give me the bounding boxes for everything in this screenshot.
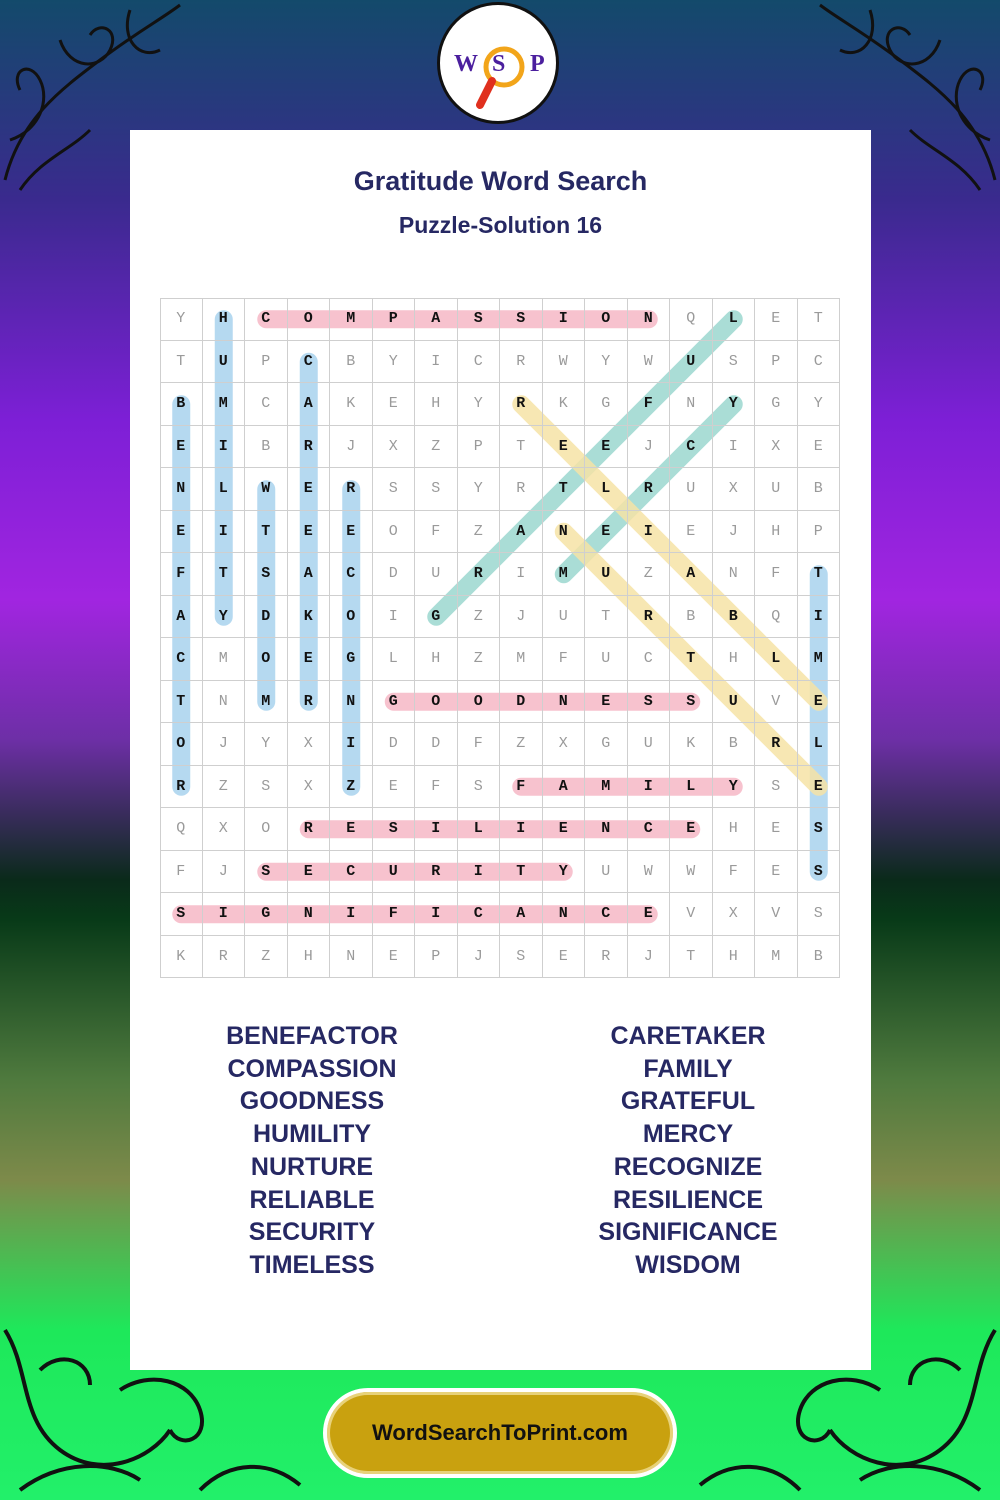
grid-cell[interactable]: C: [585, 893, 628, 936]
grid-cell[interactable]: Z: [245, 936, 288, 979]
grid-cell[interactable]: D: [373, 723, 416, 766]
grid-cell[interactable]: J: [628, 936, 671, 979]
grid-cell[interactable]: S: [245, 766, 288, 809]
word-list-item: HUMILITY: [252, 1120, 372, 1149]
grid-cell[interactable]: J: [203, 723, 246, 766]
grid-cell[interactable]: E: [288, 638, 331, 681]
grid-cell[interactable]: L: [203, 468, 246, 511]
grid-cell[interactable]: E: [798, 681, 841, 724]
grid-cell[interactable]: C: [628, 638, 671, 681]
grid-cell[interactable]: M: [585, 766, 628, 809]
grid-cell[interactable]: F: [755, 553, 798, 596]
grid-cell[interactable]: F: [415, 766, 458, 809]
grid-cell[interactable]: M: [203, 383, 246, 426]
grid-cell[interactable]: W: [543, 341, 586, 384]
grid-cell[interactable]: G: [373, 681, 416, 724]
grid-cell[interactable]: C: [458, 893, 501, 936]
grid-cell[interactable]: E: [160, 511, 203, 554]
grid-cell[interactable]: P: [458, 426, 501, 469]
grid-cell[interactable]: F: [628, 383, 671, 426]
word-search-grid: [160, 298, 840, 978]
grid-cell[interactable]: S: [160, 893, 203, 936]
grid-cell[interactable]: U: [585, 851, 628, 894]
grid-cell[interactable]: B: [245, 426, 288, 469]
grid-cell[interactable]: Y: [585, 341, 628, 384]
grid-cell[interactable]: S: [373, 468, 416, 511]
grid-cell[interactable]: I: [203, 893, 246, 936]
grid-cell[interactable]: X: [755, 426, 798, 469]
grid-cell[interactable]: R: [288, 808, 331, 851]
grid-cell[interactable]: A: [500, 893, 543, 936]
grid-cell[interactable]: I: [373, 596, 416, 639]
grid-cell[interactable]: R: [458, 553, 501, 596]
site-link-button[interactable]: [323, 1388, 677, 1478]
grid-cell[interactable]: X: [288, 766, 331, 809]
grid-cell[interactable]: S: [713, 341, 756, 384]
grid-cell[interactable]: N: [203, 681, 246, 724]
grid-cell[interactable]: D: [245, 596, 288, 639]
word-list-item: RELIABLE: [249, 1185, 375, 1214]
grid-cell[interactable]: S: [628, 681, 671, 724]
word-list-item: MERCY: [642, 1120, 734, 1149]
grid-cell[interactable]: J: [713, 511, 756, 554]
grid-cell[interactable]: A: [160, 596, 203, 639]
grid-cell[interactable]: N: [543, 681, 586, 724]
grid-cell[interactable]: E: [373, 766, 416, 809]
grid-cell[interactable]: L: [458, 808, 501, 851]
grid-cell[interactable]: S: [245, 851, 288, 894]
grid-cell[interactable]: C: [330, 851, 373, 894]
grid-cell[interactable]: S: [500, 936, 543, 979]
word-list-left: [162, 1020, 462, 1282]
grid-cell[interactable]: E: [330, 808, 373, 851]
grid-cell[interactable]: I: [500, 553, 543, 596]
grid-cell[interactable]: X: [288, 723, 331, 766]
grid-cell[interactable]: T: [798, 553, 841, 596]
word-list-item: CARETAKER: [610, 1022, 766, 1050]
word-list-item: SECURITY: [248, 1218, 376, 1247]
grid-cell[interactable]: E: [373, 936, 416, 979]
grid-cell[interactable]: I: [415, 893, 458, 936]
grid-cell[interactable]: O: [288, 298, 331, 341]
grid-cell[interactable]: H: [415, 383, 458, 426]
word-list-item: COMPASSION: [227, 1054, 397, 1083]
grid-cell[interactable]: T: [203, 553, 246, 596]
grid-cell[interactable]: P: [415, 936, 458, 979]
grid-cell[interactable]: I: [628, 766, 671, 809]
grid-cell[interactable]: O: [160, 723, 203, 766]
grid-cell[interactable]: F: [160, 553, 203, 596]
grid-cell[interactable]: R: [330, 468, 373, 511]
grid-cell[interactable]: Y: [203, 596, 246, 639]
grid-cell[interactable]: S: [245, 553, 288, 596]
grid-cell[interactable]: U: [543, 596, 586, 639]
grid-cell[interactable]: Z: [458, 511, 501, 554]
grid-cell[interactable]: E: [543, 426, 586, 469]
grid-cell[interactable]: U: [755, 468, 798, 511]
grid-cell[interactable]: O: [415, 681, 458, 724]
grid-cell[interactable]: G: [585, 723, 628, 766]
grid-cell[interactable]: M: [798, 638, 841, 681]
grid-cell[interactable]: S: [500, 298, 543, 341]
grid-cell[interactable]: G: [245, 893, 288, 936]
grid-cell[interactable]: S: [458, 766, 501, 809]
grid-cell[interactable]: N: [330, 681, 373, 724]
grid-cell[interactable]: Z: [203, 766, 246, 809]
grid-cell[interactable]: X: [373, 426, 416, 469]
grid-cell[interactable]: I: [713, 426, 756, 469]
grid-cell[interactable]: S: [798, 808, 841, 851]
grid-cell[interactable]: C: [458, 341, 501, 384]
grid-cell[interactable]: Z: [330, 766, 373, 809]
grid-cell[interactable]: R: [203, 936, 246, 979]
grid-cell[interactable]: P: [755, 341, 798, 384]
grid-cell[interactable]: B: [160, 383, 203, 426]
grid-cell[interactable]: R: [585, 936, 628, 979]
grid-cell[interactable]: E: [160, 426, 203, 469]
grid-cell[interactable]: Y: [458, 383, 501, 426]
grid-cell[interactable]: B: [713, 596, 756, 639]
grid-cell[interactable]: G: [755, 383, 798, 426]
grid-cell[interactable]: T: [585, 596, 628, 639]
word-list-item: GOODNESS: [239, 1087, 385, 1116]
grid-cell[interactable]: Z: [628, 553, 671, 596]
grid-cell[interactable]: X: [713, 893, 756, 936]
grid-cell[interactable]: E: [755, 851, 798, 894]
grid-cell[interactable]: I: [330, 893, 373, 936]
grid-cell[interactable]: S: [373, 808, 416, 851]
grid-cell[interactable]: F: [415, 511, 458, 554]
grid-cell[interactable]: C: [288, 341, 331, 384]
grid-cell[interactable]: O: [585, 298, 628, 341]
grid-cell[interactable]: E: [373, 383, 416, 426]
grid-cell[interactable]: R: [160, 766, 203, 809]
grid-cell[interactable]: K: [670, 723, 713, 766]
grid-cell[interactable]: Y: [245, 723, 288, 766]
grid-cell[interactable]: I: [330, 723, 373, 766]
grid-cell[interactable]: R: [500, 341, 543, 384]
grid-cell[interactable]: H: [713, 936, 756, 979]
grid-cell[interactable]: I: [628, 511, 671, 554]
grid-cell[interactable]: F: [373, 893, 416, 936]
grid-cell[interactable]: S: [755, 766, 798, 809]
grid-cell[interactable]: I: [415, 341, 458, 384]
logo-letter-p: P: [530, 51, 545, 77]
grid-cell[interactable]: L: [798, 723, 841, 766]
grid-cell[interactable]: R: [288, 426, 331, 469]
grid-cell[interactable]: Q: [160, 808, 203, 851]
grid-cell[interactable]: S: [798, 851, 841, 894]
grid-cell[interactable]: C: [628, 808, 671, 851]
grid-cell[interactable]: R: [415, 851, 458, 894]
grid-cell[interactable]: Q: [755, 596, 798, 639]
grid-cell[interactable]: H: [713, 638, 756, 681]
site-link-label: WordSearchToPrint.com: [372, 1420, 628, 1445]
word-list-right: [538, 1020, 838, 1282]
grid-cell[interactable]: F: [713, 851, 756, 894]
word-list-item: RESILIENCE: [612, 1185, 764, 1214]
grid-cell[interactable]: F: [500, 766, 543, 809]
grid-cell[interactable]: U: [203, 341, 246, 384]
grid-cell[interactable]: I: [203, 511, 246, 554]
grid-cell[interactable]: T: [500, 426, 543, 469]
word-list-item: RECOGNIZE: [613, 1152, 763, 1181]
word-list-item: NURTURE: [250, 1152, 374, 1181]
grid-cell[interactable]: N: [288, 893, 331, 936]
grid-cell[interactable]: Z: [500, 723, 543, 766]
grid-cell[interactable]: B: [670, 596, 713, 639]
grid-cell[interactable]: E: [755, 298, 798, 341]
grid-cell[interactable]: D: [500, 681, 543, 724]
grid-cell[interactable]: A: [543, 766, 586, 809]
grid-cell[interactable]: Y: [373, 341, 416, 384]
grid-cell[interactable]: J: [330, 426, 373, 469]
grid-cell[interactable]: V: [670, 893, 713, 936]
grid-cell[interactable]: M: [245, 681, 288, 724]
grid-cell[interactable]: N: [160, 468, 203, 511]
grid-cell[interactable]: K: [160, 936, 203, 979]
grid-cell[interactable]: O: [330, 596, 373, 639]
grid-cell[interactable]: B: [713, 723, 756, 766]
grid-cell[interactable]: E: [585, 511, 628, 554]
grid-cell[interactable]: C: [330, 553, 373, 596]
word-list-item: GRATEFUL: [620, 1087, 756, 1116]
grid-cell[interactable]: I: [543, 298, 586, 341]
grid-cell[interactable]: D: [415, 723, 458, 766]
grid-cell[interactable]: T: [245, 511, 288, 554]
grid-cell[interactable]: I: [500, 808, 543, 851]
grid-cell[interactable]: N: [713, 553, 756, 596]
grid-cell[interactable]: N: [670, 383, 713, 426]
grid-cell[interactable]: J: [500, 596, 543, 639]
grid-cell[interactable]: U: [585, 638, 628, 681]
grid-cell[interactable]: L: [585, 468, 628, 511]
grid-cell[interactable]: W: [670, 851, 713, 894]
grid-cell[interactable]: W: [628, 341, 671, 384]
grid-cell[interactable]: E: [798, 426, 841, 469]
grid-cell[interactable]: Q: [670, 298, 713, 341]
grid-cell[interactable]: L: [670, 766, 713, 809]
grid-cell[interactable]: E: [755, 808, 798, 851]
grid-cell[interactable]: U: [373, 851, 416, 894]
grid-cell[interactable]: Z: [458, 596, 501, 639]
grid-cell[interactable]: R: [288, 681, 331, 724]
grid-cell[interactable]: N: [628, 298, 671, 341]
site-logo[interactable]: [437, 2, 559, 124]
grid-cell[interactable]: L: [713, 298, 756, 341]
grid-cell[interactable]: M: [755, 936, 798, 979]
grid-cell[interactable]: G: [330, 638, 373, 681]
page-subtitle: Puzzle-Solution 16: [398, 212, 603, 238]
grid-cell[interactable]: J: [458, 936, 501, 979]
grid-cell[interactable]: B: [798, 936, 841, 979]
grid-cell[interactable]: E: [585, 426, 628, 469]
grid-cell[interactable]: H: [288, 936, 331, 979]
grid-cell[interactable]: T: [543, 468, 586, 511]
grid-cell[interactable]: T: [670, 936, 713, 979]
grid-cell[interactable]: V: [755, 681, 798, 724]
word-list-item: TIMELESS: [249, 1250, 375, 1279]
grid-cell[interactable]: R: [500, 468, 543, 511]
grid-cell[interactable]: C: [245, 383, 288, 426]
grid-cell[interactable]: S: [798, 893, 841, 936]
grid-cell[interactable]: O: [245, 638, 288, 681]
grid-cell[interactable]: A: [500, 511, 543, 554]
grid-cell[interactable]: R: [755, 723, 798, 766]
grid-cell[interactable]: W: [245, 468, 288, 511]
grid-cell[interactable]: K: [288, 596, 331, 639]
grid-cell[interactable]: I: [798, 596, 841, 639]
grid-cell[interactable]: T: [500, 851, 543, 894]
grid-cell[interactable]: W: [628, 851, 671, 894]
grid-cell[interactable]: A: [415, 298, 458, 341]
grid-cell[interactable]: Y: [458, 468, 501, 511]
word-list-item: FAMILY: [643, 1054, 733, 1083]
grid-cell[interactable]: F: [160, 851, 203, 894]
grid-cell[interactable]: R: [628, 596, 671, 639]
grid-cell[interactable]: C: [670, 426, 713, 469]
grid-cell[interactable]: K: [543, 383, 586, 426]
grid-cell[interactable]: U: [713, 681, 756, 724]
grid-cell[interactable]: O: [458, 681, 501, 724]
grid-cell[interactable]: L: [373, 638, 416, 681]
grid-cell[interactable]: U: [670, 341, 713, 384]
word-list-item: BENEFACTOR: [226, 1022, 398, 1050]
grid-cell[interactable]: M: [330, 298, 373, 341]
grid-cell[interactable]: P: [798, 511, 841, 554]
grid-cell[interactable]: U: [670, 468, 713, 511]
grid-cell[interactable]: E: [798, 766, 841, 809]
grid-cell[interactable]: S: [670, 681, 713, 724]
grid-cell[interactable]: H: [713, 808, 756, 851]
grid-cell[interactable]: C: [160, 638, 203, 681]
grid-cell[interactable]: P: [245, 341, 288, 384]
grid-cell[interactable]: J: [628, 426, 671, 469]
grid-cell[interactable]: T: [798, 298, 841, 341]
grid-cell[interactable]: Y: [160, 298, 203, 341]
grid-cell[interactable]: Z: [458, 638, 501, 681]
grid-cell[interactable]: E: [330, 511, 373, 554]
grid-cell[interactable]: D: [373, 553, 416, 596]
grid-cell[interactable]: Y: [543, 851, 586, 894]
grid-cell[interactable]: C: [245, 298, 288, 341]
grid-cell[interactable]: B: [330, 341, 373, 384]
grid-cell[interactable]: O: [245, 808, 288, 851]
grid-cell[interactable]: T: [160, 681, 203, 724]
grid-cell[interactable]: N: [543, 511, 586, 554]
grid-cell[interactable]: X: [713, 468, 756, 511]
grid-cell[interactable]: R: [628, 468, 671, 511]
grid-cell[interactable]: M: [203, 638, 246, 681]
grid-cell[interactable]: N: [585, 808, 628, 851]
grid-cell[interactable]: E: [288, 468, 331, 511]
grid-cell[interactable]: X: [203, 808, 246, 851]
grid-cell[interactable]: H: [415, 638, 458, 681]
grid-cell[interactable]: S: [415, 468, 458, 511]
grid-cell[interactable]: S: [458, 298, 501, 341]
grid-cell[interactable]: Z: [415, 426, 458, 469]
grid-cell[interactable]: V: [755, 893, 798, 936]
grid-cell[interactable]: A: [670, 553, 713, 596]
grid-cell[interactable]: A: [288, 553, 331, 596]
grid-cell[interactable]: E: [543, 808, 586, 851]
grid-cell[interactable]: U: [415, 553, 458, 596]
grid-cell[interactable]: Y: [713, 383, 756, 426]
grid-cell[interactable]: T: [670, 638, 713, 681]
grid-cell[interactable]: N: [543, 893, 586, 936]
grid-cell[interactable]: Y: [798, 383, 841, 426]
word-list-item: WISDOM: [635, 1250, 741, 1279]
grid-cell[interactable]: M: [543, 553, 586, 596]
grid-cell[interactable]: I: [415, 808, 458, 851]
grid-cell[interactable]: B: [798, 468, 841, 511]
grid-cell[interactable]: I: [458, 851, 501, 894]
grid-cell[interactable]: U: [585, 553, 628, 596]
logo-letter-s: S: [492, 51, 506, 77]
grid-cell[interactable]: C: [798, 341, 841, 384]
grid-cell[interactable]: T: [160, 341, 203, 384]
grid-cell[interactable]: E: [288, 511, 331, 554]
grid-cell[interactable]: H: [203, 298, 246, 341]
grid-cell[interactable]: O: [373, 511, 416, 554]
grid-cell[interactable]: F: [543, 638, 586, 681]
grid-cell[interactable]: E: [670, 808, 713, 851]
grid-cell[interactable]: J: [203, 851, 246, 894]
grid-cell[interactable]: R: [500, 383, 543, 426]
grid-cell[interactable]: I: [203, 426, 246, 469]
grid-cell[interactable]: X: [543, 723, 586, 766]
grid-cell[interactable]: U: [628, 723, 671, 766]
grid-cell[interactable]: E: [670, 511, 713, 554]
logo-letter-w: W: [454, 51, 478, 77]
grid-cell[interactable]: P: [373, 298, 416, 341]
grid-cell[interactable]: G: [585, 383, 628, 426]
grid-cell[interactable]: K: [330, 383, 373, 426]
grid-cell[interactable]: M: [500, 638, 543, 681]
grid-cell[interactable]: Y: [713, 766, 756, 809]
grid-cell[interactable]: N: [330, 936, 373, 979]
grid-cell[interactable]: G: [415, 596, 458, 639]
grid-cell[interactable]: E: [585, 681, 628, 724]
page-title: Gratitude Word Search: [353, 166, 648, 196]
grid-cell[interactable]: H: [755, 511, 798, 554]
word-list-item: SIGNIFICANCE: [598, 1218, 778, 1247]
grid-cell[interactable]: F: [458, 723, 501, 766]
grid-cell[interactable]: E: [628, 893, 671, 936]
grid-cell[interactable]: E: [543, 936, 586, 979]
grid-cell[interactable]: L: [755, 638, 798, 681]
grid-cell[interactable]: A: [288, 383, 331, 426]
grid-cell[interactable]: E: [288, 851, 331, 894]
